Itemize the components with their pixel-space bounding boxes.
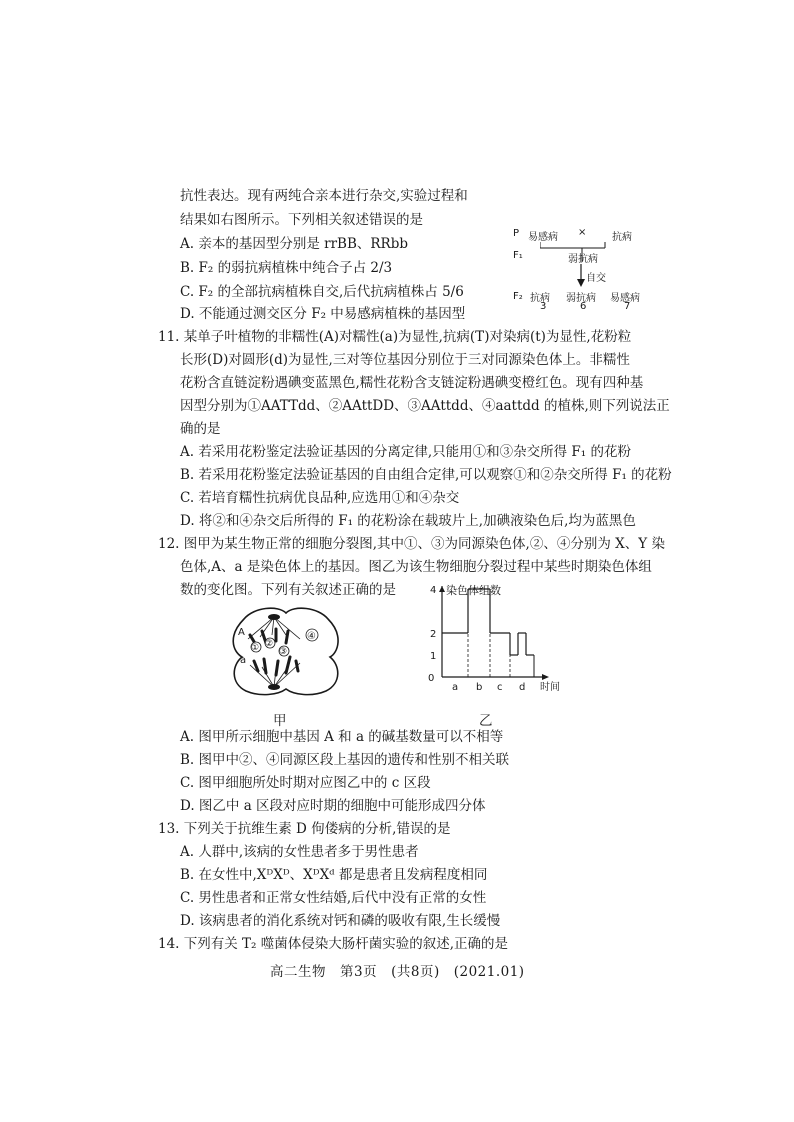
y-axis-title: 染色体组数	[446, 584, 501, 597]
q11-stem-line-5: 确的是	[180, 421, 221, 437]
origin-label: 0	[428, 673, 435, 684]
q13-option-b: B. 在女性中,XᴰXᴰ、XᴰXᵈ 都是患者且发病程度相同	[180, 867, 488, 883]
cross-f2-susceptible: 易感病	[610, 293, 640, 304]
chromosome-1-label: ①	[251, 643, 260, 653]
y-axis-arrow	[439, 586, 445, 592]
cross-parent-1: 易感病	[528, 232, 558, 243]
segment-label-c: c	[497, 682, 503, 693]
q10-option-c: C. F₂ 的全部抗病植株自交,后代抗病植株占 5/6	[180, 284, 464, 300]
segment-label-b: b	[476, 682, 483, 693]
q11-option-c: C. 若培育糯性抗病优良品种,应选用①和④杂交	[180, 490, 460, 506]
y-tick-label-1: 1	[430, 651, 437, 662]
q10-option-a: A. 亲本的基因型分别是 rrBB、RRbb	[180, 236, 408, 252]
q11-stem-line-3: 花粉含直链淀粉遇碘变蓝黑色,糯性花粉含支链淀粉遇碘变橙红色。现有四种基	[180, 375, 644, 391]
q11-stem-line-4: 因型分别为①AATTdd、②AAttDD、③AAttdd、④aattdd 的植株,则下列说法正	[180, 398, 670, 414]
cross-parent-2: 抗病	[612, 232, 632, 243]
chromosome-2-label: ②	[265, 639, 274, 649]
q10-stem-line-2: 结果如右图所示。下列相关叙述错误的是	[180, 212, 423, 228]
cross-f2-resistant-count: 3	[540, 301, 547, 312]
q13-stem: 13. 下列关于抗维生素 D 佝偻病的分析,错误的是	[158, 821, 451, 837]
q10-option-d: D. 不能通过测交区分 F₂ 中易感病植株的基因型	[180, 306, 466, 322]
cross-f2-resistant: 抗病	[530, 293, 550, 304]
page-footer: 高二生物 第3页 (共8页) (2021.01)	[270, 964, 525, 980]
q10-stem-line-1: 抗性表达。现有两纯合亲本进行杂交,实验过程和	[180, 188, 468, 204]
segment-label-a: a	[452, 682, 459, 693]
cross-times-sign: ×	[578, 227, 587, 238]
cross-f1-phenotype: 弱抗病	[568, 254, 598, 265]
q13-option-d: D. 该病患者的消化系统对钙和磷的吸收有限,生长缓慢	[180, 913, 501, 929]
x-axis-arrow	[542, 674, 549, 680]
q12-option-c: C. 图甲细胞所处时期对应图乙中的 c 区段	[180, 775, 431, 791]
y-tick-label-2: 2	[430, 629, 437, 640]
figure-yi-caption: 乙	[479, 713, 493, 729]
figure-jia-caption: 甲	[273, 713, 287, 729]
q11-stem-line-1: 11. 某单子叶植物的非糯性(A)对糯性(a)为显性,抗病(T)对染病(t)为显性,花粉粒	[158, 329, 632, 345]
cross-f2-susceptible-count: 7	[624, 301, 631, 312]
q11-option-d: D. 将②和④杂交后所得的 F₁ 的花粉涂在载玻片上,加碘液染色后,均为蓝黑色	[180, 513, 636, 529]
q14-stem: 14. 下列有关 T₂ 噬菌体侵染大肠杆菌实验的叙述,正确的是	[158, 936, 509, 952]
q13-option-c: C. 男性患者和正常女性结婚,后代中没有正常的女性	[180, 890, 487, 906]
cross-f2-weak-count: 6	[580, 301, 587, 312]
q11-option-a: A. 若采用花粉鉴定法验证基因的分离定律,只能用①和③杂交所得 F₁ 的花粉	[180, 444, 631, 460]
chromosome-set-chart	[422, 580, 582, 695]
selfing-arrow	[576, 264, 586, 288]
x-axis-title: 时间	[540, 682, 560, 693]
cross-f2-label: F₂	[513, 291, 523, 302]
q12-option-b: B. 图甲中②、④同源区段上基因的遗传和性别不相关联	[180, 752, 510, 768]
gene-A-label: A	[238, 627, 245, 638]
q11-option-b: B. 若采用花粉鉴定法验证基因的自由组合定律,可以观察①和②杂交所得 F₁ 的花粉	[180, 467, 672, 483]
cross-selfing-label: 自交	[586, 273, 606, 284]
q12-option-a: A. 图甲所示细胞中基因 A 和 a 的碱基数量可以不相等	[180, 729, 504, 745]
segment-label-d: d	[519, 682, 526, 693]
q12-stem-line-2: 色体,A、a 是染色体上的基因。图乙为该生物细胞分裂过程中某些时期染色体组	[180, 559, 652, 575]
q11-stem-line-2: 长形(D)对圆形(d)为显性,三对等位基因分别位于三对同源染色体上。非糯性	[180, 352, 630, 368]
q12-option-d: D. 图乙中 a 区段对应时期的细胞中可能形成四分体	[180, 798, 486, 814]
cross-f2-weak: 弱抗病	[566, 293, 596, 304]
cross-p-label: P	[513, 228, 520, 239]
cell-division-figure	[226, 605, 346, 697]
chromosome-3-label: ③	[279, 647, 288, 657]
q13-option-a: A. 人群中,该病的女性患者多于男性患者	[180, 844, 419, 860]
y-tick-label-4: 4	[430, 585, 437, 596]
q10-option-b: B. F₂ 的弱抗病植株中纯合子占 2/3	[180, 260, 393, 276]
q12-stem-line-3: 数的变化图。下列有关叙述正确的是	[180, 582, 396, 598]
cross-f1-label: F₁	[513, 250, 523, 261]
gene-a-label: a	[240, 655, 247, 666]
chromosome-4-label: ④	[307, 631, 316, 642]
q12-stem-line-1: 12. 图甲为某生物正常的细胞分裂图,其中①、③为同源染色体,②、④分别为 X、Y 染	[158, 536, 665, 552]
